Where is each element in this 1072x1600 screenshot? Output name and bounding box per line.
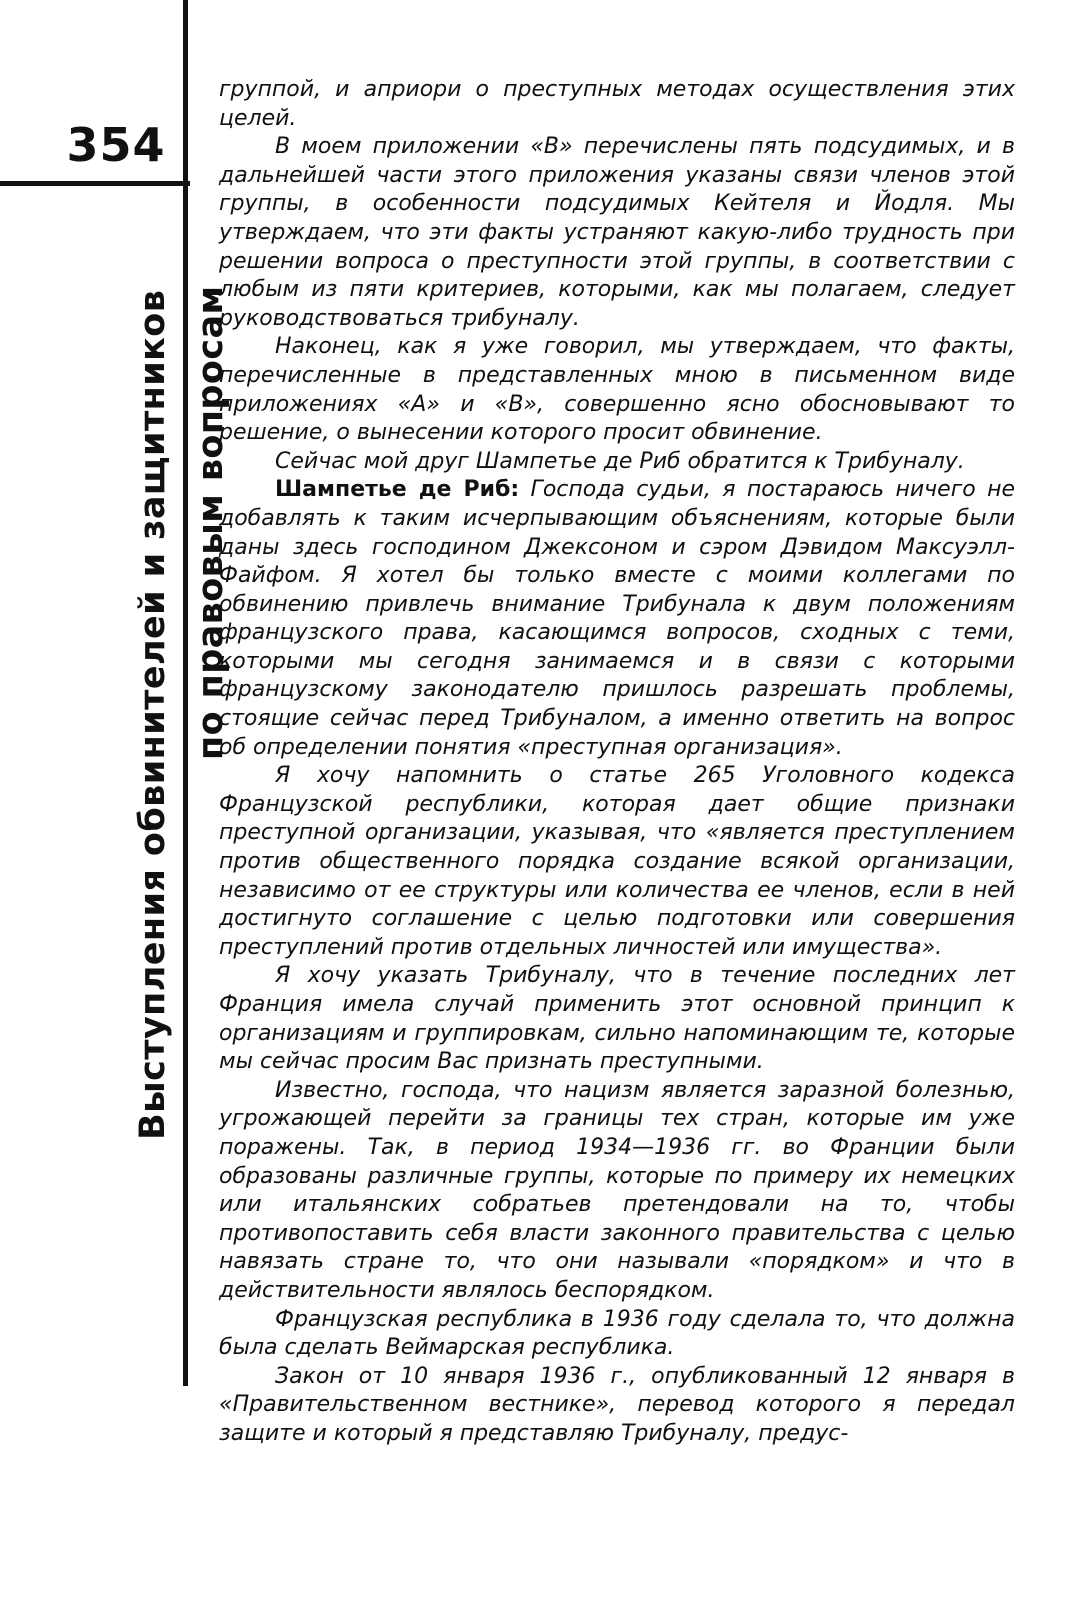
paragraph-10: Закон от 10 января 1936 г., опубликованный 12 января в «Правительственном вестнике», перевод которого я передал защите и который я представляю Трибуналу, предус- [219,1363,1015,1446]
paragraph-7: Я хочу указать Трибуналу, что в течение последних лет Франция имела случай применить этот основной принцип к организациям и группировкам, сильно напоминающим те, которые мы сейчас просим Вас признать преступными. [219,963,1015,1075]
paragraph-3: Наконец, как я уже говорил, мы утверждаем, что факты, перечисленные в представленных мною в письменном виде приложениях «А» и «В», совершенно ясно обосновывают то решение, о вынесении которого просит обвинение. [219,334,1015,446]
horizontal-rule [0,181,190,186]
paragraph-6: Я хочу напомнить о статье 265 Уголовного кодекса Французской республики, которая дает общие признаки преступной организации, указывая, что «является преступлением против общественного порядка создание всякой организации, независимо от ее структуры или количества ее членов, если в ней достигнуто соглашение с целью подготовки или совершения преступлений против отдельных личностей или имущества». [219,763,1015,960]
page-number: 354 [66,118,166,172]
page-margin [0,0,231,1600]
vertical-rule [183,0,188,1386]
paragraph-2: В моем приложении «В» перечислены пять подсудимых, и в дальнейшей части этого приложения указаны связи членов этой группы, в особенности подсудимых Кейтеля и Йодля. Мы утверждаем, что эти факты устраняют какую-либо трудность при решении вопроса о преступности этой группы, в соответствии с любым из пяти критериев, которыми, как мы полагаем, следует руководствоваться трибуналу. [219,134,1015,331]
paragraph-5-text: Господа судьи, я постараюсь ничего не добавлять к таким исчерпывающим объяснениям, которые были даны здесь господином Джексоном и сэром Дэвидом Максуэлл-Файфом. Я хотел бы только вместе с моими коллегами по обвинению привлечь внимание Трибунала к двум положениям французского права, касающимся вопросов, сходных с теми, которыми мы сегодня занимаемся и в связи с которыми французскому законодателю пришлось разрешать проблемы, стоящие сейчас перед Трибуналом, а именно ответить на вопрос об определении понятия «преступная организация». [219,477,1016,760]
running-title-line-1: Выступления обвинителей и защитников [133,289,173,1140]
paragraph-9: Французская республика в 1936 году сделала то, что должна была сделать Веймарская республика. [219,1306,1015,1361]
running-title-line-2: по правовым вопросам [191,285,231,760]
paragraph-4: Сейчас мой друг Шампетье де Риб обратится к Трибуналу. [275,448,965,474]
paragraph-1: группой, и априори о преступных методах осуществления этих целей. [219,77,1015,131]
paragraph-8: Известно, господа, что нацизм является заразной болезнью, угрожающей перейти за границы тех стран, которые им уже поражены. Так, в период 1934—1936 гг. во Франции были образованы различные группы, которые по примеру их немецких или итальянских собратьев претендовали на то, чтобы противопоставить себя власти законного правительства с целью навязать стране то, что они называли «порядком» и что в действительности являлось беспорядком. [219,1077,1015,1303]
speaker-name: Шампетье де Риб: [275,477,520,503]
paragraph-5 [219,476,1015,762]
text-body [219,76,1015,1449]
